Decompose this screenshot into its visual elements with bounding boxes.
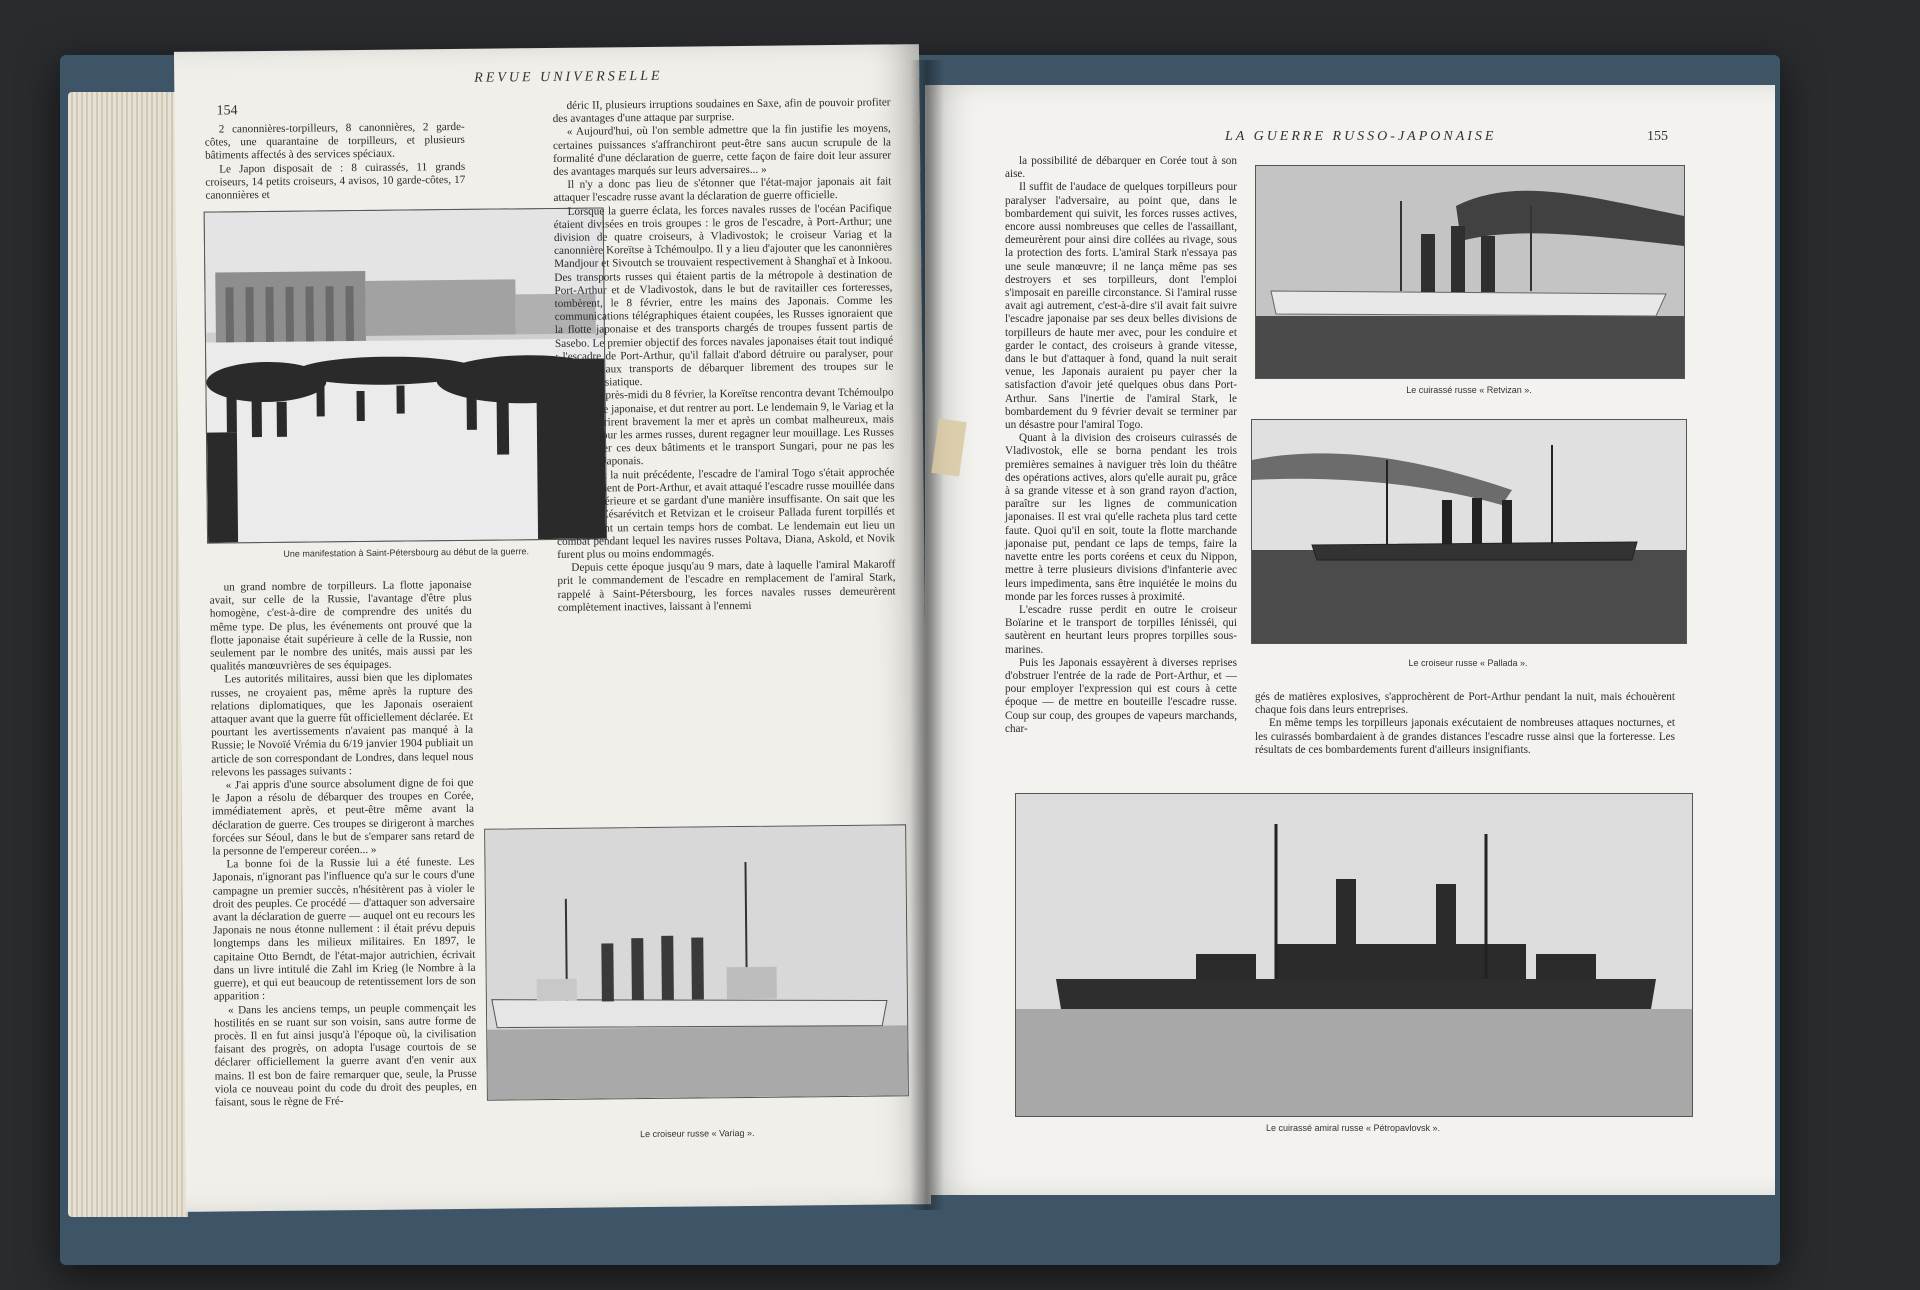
cruiser-pallada-illustration	[1252, 420, 1686, 643]
caption-variag: Le croiseur russe « Variag ».	[640, 1127, 755, 1140]
left-column-right	[552, 96, 895, 614]
photo-petropavlovsk	[1015, 793, 1693, 1117]
caption-pallada: Le croiseur russe « Pallada ».	[1408, 658, 1528, 668]
paragraph: Les autorités militaires, aussi bien que les diplomates russes, ne croyaient pas, même après la rupture des relations diplomatiques, que les Japonais oseraient attaquer avant que la guerre fût officiellement déclarée. Et pourtant les avertissements n'avaient pas manqué à la Russie; le Novoïé Vrémia du 6/19 janvier 1904 publiait un article de son correspondant de Londres, dans lequel nous relevons les passages suivants :	[210, 671, 474, 779]
paragraph: la possibilité de débarquer en Corée tout à son aise.	[1005, 155, 1237, 181]
photo-retvizan	[1255, 165, 1685, 379]
page-number-right: 155	[1647, 129, 1668, 144]
paragraph: En même temps les torpilleurs japonais exécutaient de nombreuses attaques nocturnes, et les cuirassés bombardaient à de grandes distances l'escadre russe ainsi que la forteresse. Les résultats de ces bombardements furent d'ailleurs insignifiants.	[1255, 717, 1675, 756]
paragraph: Pendant la nuit précédente, l'escadre de l'amiral Togo s'était approchée traîtreusement de Port-Arthur, et avait attaqué l'escadre russe mouillée dans la rade extérieure et se gardant d'une manière insuffisante. On sait que les cuirassés Césarévitch et Retvizan et le croiseur Pallada furent torpillés et mis pendant un certain temps hors de combat. Le lendemain eut lieu un combat pendant lequel les navires russes Poltava, Diana, Askold, et Novik furent plus ou moins endommagés.	[556, 466, 896, 561]
paragraph: déric II, plusieurs irruptions soudaines en Saxe, afin de pouvoir profiter des avantages d'une attaque par surprise.	[552, 96, 891, 126]
paragraph: L'escadre russe perdit en outre le croiseur Boïarine et le transport de torpilles Iénisséi, qui sautèrent en heurtant leurs propres torpilles sous-marines.	[1005, 603, 1237, 656]
left-column-bottom	[209, 579, 477, 1110]
paragraph: Dans l'après-midi du 8 février, la Koreïtse rencontra devant Tchémoulpo une escadre japonaise, et dut rentrer au port. Le lendemain 9, le Variag et la Koreïtse prirent bravement la mer et après un combat malheureux, mais glorieux pour les armes russes, durent regagner leur mouillage. Les Russes firent sauter ces deux bâtiments et le transport Sungari, pour ne pas les livrer aux Japonais.	[555, 386, 895, 469]
cruiser-variag-illustration	[485, 825, 908, 1099]
paragraph: Puis les Japonais essayèrent à diverses reprises d'obstruer l'entrée de la rade de Port-Arthur, et — pour employer l'expression qui est cours à cette époque — de mettre en bouteille l'escadre russe. Coup sur coup, des groupes de vapeurs marchands, char-	[1005, 656, 1237, 735]
paragraph: Depuis cette époque jusqu'au 9 mars, date à laquelle l'amiral Makaroff prit le commandement de l'escadre en remplacement de l'amiral Stark, rappelé à Saint-Pétersbourg, les forces navales russes demeurèrent complètement inactives, laissant à l'ennemi	[557, 558, 896, 614]
photo-pallada	[1251, 419, 1687, 644]
photo-demonstration	[204, 207, 607, 543]
paragraph: « J'ai appris d'une source absolument digne de foi que le Japon a résolu de débarquer des troupes en Corée, immédiatement après, et peut-être même avant la déclaration de guerre. Ces troupes se dirigeront à marches forcées sur Séoul, dans le but de s'emparer sans retard de la personne de l'empereur coréen... »	[211, 776, 475, 858]
caption-retvizan: Le cuirassé russe « Retvizan ».	[1406, 385, 1532, 395]
paragraph: Lorsque la guerre éclata, les forces navales russes de l'océan Pacifique étaient divisées en trois groupes : le gros de l'escadre, à Port-Arthur; une division de quatre croiseurs, à Vladivostok; le croiseur Variag et la canonnière Koreïtse à Tchémoulpo. Il y a lieu d'ajouter que les canonnières Mandjour et Sivoutch se trouvaient respectivement à Shanghaï et à Inkoou. Des transports russes qui étaient partis de la métropole à destination de Port-Arthur et de Vladivostok, dans le but de ravitailler ces forteresses, tombèrent, le 8 février, entre les mains des Japonais. Comme les communications télégraphiques étaient coupées, les Russes ignoraient que la flotte japonaise et des transports chargés de troupes fussent partis de Sasebo. Le premier objectif des forces navales japonaises était tout indiqué : l'escadre de Port-Arthur, qu'il fallait d'abord détruire ou paralyser, pour permettre aux transports de débarquer librement des troupes sur le continent asiatique.	[553, 202, 894, 390]
paragraph: Il n'y a donc pas lieu de s'étonner que l'état-major japonais ait fait attaquer l'escadre russe avant la déclaration de guerre officielle.	[553, 175, 892, 205]
paragraph: gés de matières explosives, s'approchèrent de Port-Arthur pendant la nuit, mais échouèrent chaque fois dans leurs entreprises.	[1255, 691, 1675, 717]
paragraph: un grand nombre de torpilleurs. La flotte japonaise avait, sur celle de la Russie, l'avantage d'être plus homogène, c'est-à-dire de comprendre des unités du même type. De plus, les événements ont prouvé que la flotte japonaise était supérieure à celle de la Russie, non seulement par le nombre des unités, mais aussi par les qualités manœuvrières de ses équipages.	[209, 578, 473, 673]
photo-variag	[484, 824, 909, 1100]
paragraph: Quant à la division des croiseurs cuirassés de Vladivostok, elle se borna pendant les trois premières semaines à naviguer très loin du théâtre des opérations actives, alors qu'elle aurait pu, grâce à sa grande vitesse et à son grand rayon d'action, paraître sur les lignes de communication japonaises. Il est vrai qu'elle racheta plus tard cette faute. Quoi qu'il en soit, toute la flotte marchande japonaise put, pendant ce laps de temps, faire la navette entre les ports coréens et ceux du Nippon, mettre à terre plusieurs divisions d'infanterie avec leurs impedimenta, sans être inquiétée le moins du monde par les forces russes à proximité.	[1005, 432, 1237, 603]
right-column-left	[1005, 155, 1237, 736]
paragraph: Il suffit de l'audace de quelques torpilleurs pour paralyser l'adversaire, au point que, dans le bombardement qui suivit, les forces russes actives, encore aussi nombreuses que celles de l'assaillant, demeurèrent pour ainsi dire collées au rivage, sous la protection des forts. L'amiral Stark n'essaya pas une seule manœuvre; il ne lança même pas ses destroyers et ses torpilleurs, dont l'emploi s'imposait en pareille circonstance. Si l'amiral russe avait agi autrement, c'est-à-dire s'il avait fait suivre l'escadre japonaise par ses deux belles divisions de torpilleurs de haute mer avec, pour les conduire et garder le contact, des croiseurs à grande vitesse, dans le but d'attaquer à fond, quand la nuit serait venue, les Japonais auraient pu payer cher la satisfaction d'avoir jeté quelques obus dans Port-Arthur. Sans l'inertie de l'amiral Stark, le bombardement du 9 février devait se terminer par un désastre pour l'amiral Togo.	[1005, 181, 1237, 432]
left-page	[174, 44, 931, 1212]
page-edges	[68, 92, 188, 1217]
running-head-left: REVUE UNIVERSELLE	[474, 68, 663, 86]
right-page	[925, 85, 1775, 1195]
paragraph: La bonne foi de la Russie lui a été funeste. Les Japonais, n'ignorant pas l'influence qu'a sur le cours d'une campagne un premier succès, n'hésitèrent pas à violer le droit des peuples. Ce procédé — d'attaquer son adversaire avant la déclaration de guerre — auquel ont eu recours les Japonais ne nous étonne nullement : il était prévu depuis longtemps dans les milieux militaires. En 1897, le capitaine Otto Berndt, de l'état-major autrichien, écrivait dans un livre intitulé die Zahl im Krieg (le Nombre à la guerre), et qui eut beaucoup de retentissement lors de son apparition :	[212, 856, 476, 1003]
caption-petropavlovsk: Le cuirassé amiral russe « Pétropavlovsk ».	[1265, 1123, 1441, 1133]
right-column-right	[1255, 691, 1675, 757]
battleship-retvizan-illustration	[1256, 166, 1684, 378]
paragraph: 2 canonnières-torpilleurs, 8 canonnières, 2 garde-côtes, une quarantaine de torpilleurs, et plusieurs bâtiments affectés à des services spéciaux.	[204, 120, 465, 163]
battleship-petropavlovsk-illustration	[1016, 794, 1692, 1116]
page-number-left: 154	[216, 103, 238, 119]
caption-demonstration: Une manifestation à Saint-Pétersbourg au début de la guerre.	[283, 546, 530, 559]
paragraph: Le Japon disposait de : 8 cuirassés, 11 grands croiseurs, 14 petits croiseurs, 4 avisos, 10 garde-côtes, 17 canonnières et	[205, 160, 466, 202]
left-column-top	[205, 121, 466, 203]
demonstration-illustration	[205, 208, 606, 542]
running-head-right: LA GUERRE RUSSO-JAPONAISE	[1225, 129, 1497, 144]
paragraph: « Dans les anciens temps, un peuple commençait les hostilités en se ruant sur son voisin, sans autre forme de procès. Il en fut ainsi jusqu'à l'époque où, la civilisation faisant des progrès, on adopta l'usage courtois de se déclarer officiellement la guerre avant d'en venir aux mains. Il est bon de faire remarquer que, seule, la Prusse viola ce nouveau point du code du droit des peuples, en faisant, sous le règne de Fré-	[214, 1001, 477, 1109]
paragraph: « Aujourd'hui, où l'on semble admettre que la fin justifie les moyens, certaines puissances s'affranchiront peut-être sans aucun scrupule de la formalité d'une déclaration de guerre, cette façon de faire doit leur assurer des avantages marqués sur leurs adversaires... »	[552, 122, 892, 178]
